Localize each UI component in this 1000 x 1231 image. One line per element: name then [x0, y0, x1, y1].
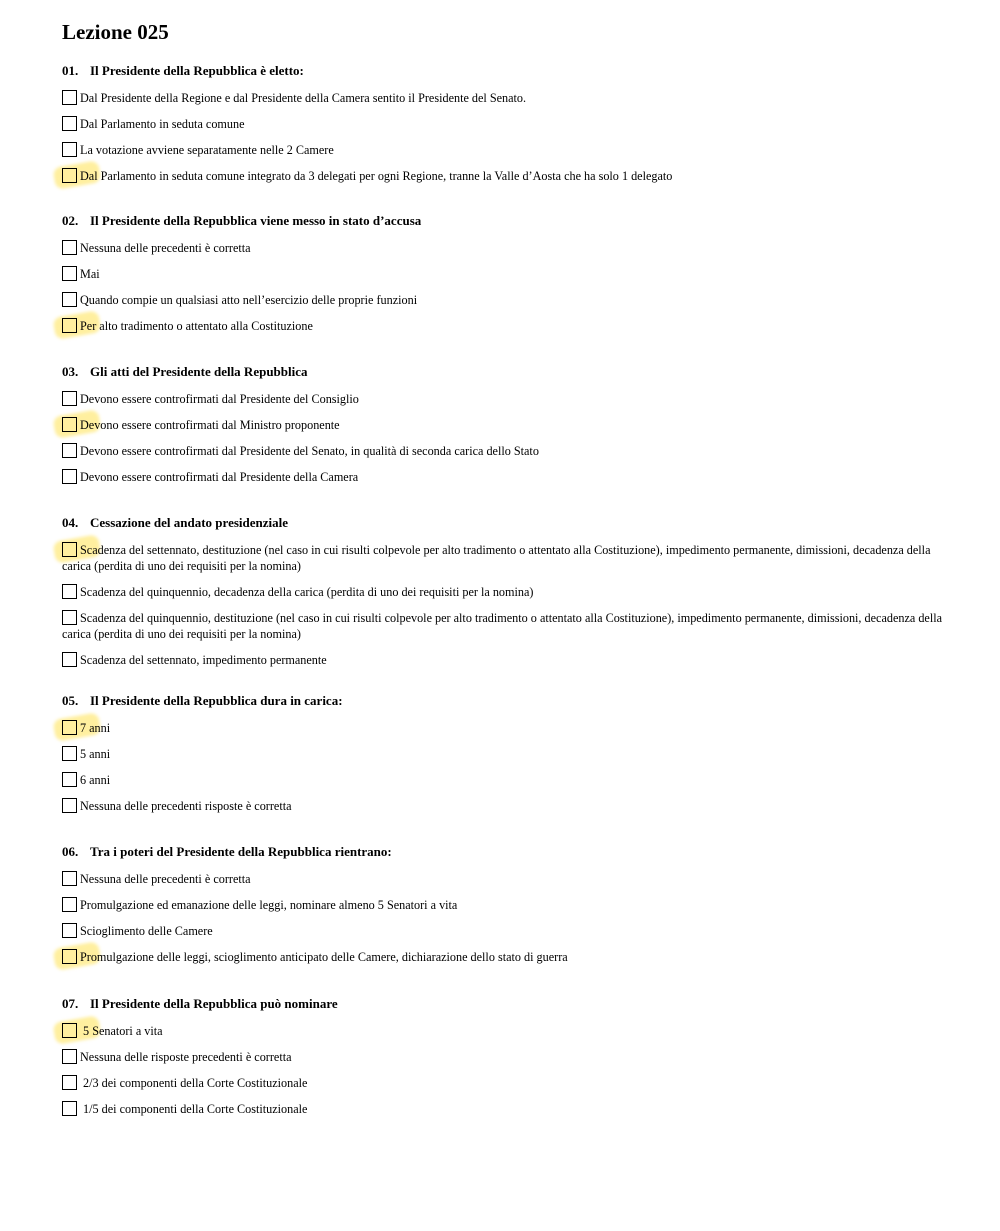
- checkbox[interactable]: [62, 871, 77, 886]
- question-number: 02.: [62, 213, 79, 228]
- option-text: Nessuna delle precedenti risposte è corretta: [80, 799, 292, 813]
- question-text: Il Presidente della Repubblica dura in carica:: [90, 693, 343, 708]
- question-3: [62, 363, 942, 485]
- checkbox[interactable]: [62, 923, 77, 938]
- checkbox[interactable]: [62, 542, 77, 557]
- answer-option[interactable]: [62, 871, 942, 887]
- option-text: Dal Parlamento in seduta comune integrato da 3 delegati per ogni Regione, tranne la Valle d’Aosta che ha solo 1 delegato: [80, 169, 673, 183]
- checkbox[interactable]: [62, 318, 77, 333]
- checkbox[interactable]: [62, 584, 77, 599]
- answer-option[interactable]: [62, 168, 942, 184]
- option-text: Dal Presidente della Regione e dal Presidente della Camera sentito il Presidente del Senato.: [80, 91, 527, 105]
- answer-option[interactable]: [62, 142, 942, 158]
- question-number: 03.: [62, 364, 79, 379]
- checkbox[interactable]: [62, 897, 77, 912]
- option-text: Scadenza del quinquennio, destituzione (nel caso in cui risulti colpevole per alto tradimento o attentato alla Costituzione), impedimento permanente, dimissioni, decadenza della carica (perdita di uno dei requisiti per la nomina): [62, 611, 942, 641]
- answer-option[interactable]: [62, 798, 942, 814]
- answer-option[interactable]: [62, 584, 942, 600]
- checkbox[interactable]: [62, 292, 77, 307]
- option-text: Dal Parlamento in seduta comune: [80, 117, 245, 131]
- answer-option[interactable]: [62, 610, 942, 642]
- option-text: Promulgazione delle leggi, scioglimento anticipato delle Camere, dichiarazione dello stato di guerra: [80, 950, 568, 964]
- option-text: La votazione avviene separatamente nelle 2 Camere: [80, 143, 334, 157]
- question-text: Il Presidente della Repubblica può nominare: [90, 996, 338, 1011]
- answer-option[interactable]: [62, 923, 942, 939]
- question-4: [62, 514, 942, 668]
- option-text: Quando compie un qualsiasi atto nell’esercizio delle proprie funzioni: [80, 293, 418, 307]
- checkbox[interactable]: [62, 772, 77, 787]
- answer-option[interactable]: [62, 746, 942, 762]
- option-text: Devono essere controfirmati dal Presidente del Senato, in qualità di seconda carica dello Stato: [80, 444, 539, 458]
- checkbox[interactable]: [62, 266, 77, 281]
- option-text: Nessuna delle precedenti è corretta: [80, 872, 251, 886]
- answer-option[interactable]: [62, 240, 942, 256]
- question-title: [62, 514, 942, 532]
- checkbox[interactable]: [62, 949, 77, 964]
- question-title: [62, 995, 942, 1013]
- option-text: Devono essere controfirmati dal Ministro proponente: [80, 418, 340, 432]
- answer-option[interactable]: [62, 318, 942, 334]
- answer-option[interactable]: [62, 897, 942, 913]
- option-text: Devono essere controfirmati dal Presidente della Camera: [80, 470, 359, 484]
- question-number: 07.: [62, 996, 79, 1011]
- option-text: 1/5 dei componenti della Corte Costituzionale: [80, 1102, 308, 1116]
- question-text: Tra i poteri del Presidente della Repubblica rientrano:: [90, 844, 392, 859]
- question-5: [62, 692, 942, 814]
- question-title: [62, 212, 942, 230]
- option-text: Per alto tradimento o attentato alla Costituzione: [80, 319, 313, 333]
- option-text: 7 anni: [80, 721, 111, 735]
- question-1: [62, 62, 942, 184]
- option-text: 2/3 dei componenti della Corte Costituzionale: [80, 1076, 308, 1090]
- question-title: [62, 363, 942, 381]
- checkbox[interactable]: [62, 610, 77, 625]
- checkbox[interactable]: [62, 652, 77, 667]
- option-text: 6 anni: [80, 773, 111, 787]
- lesson-title: Lezione 025: [62, 20, 169, 44]
- option-text: Scioglimento delle Camere: [80, 924, 213, 938]
- option-text: 5 anni: [80, 747, 111, 761]
- question-title: [62, 62, 942, 80]
- answer-option[interactable]: [62, 292, 942, 308]
- option-text: Devono essere controfirmati dal Presidente del Consiglio: [80, 392, 359, 406]
- question-title: [62, 692, 942, 710]
- checkbox[interactable]: [62, 90, 77, 105]
- question-7: [62, 995, 942, 1117]
- checkbox[interactable]: [62, 1101, 77, 1116]
- option-text: Scadenza del settennato, impedimento permanente: [80, 653, 327, 667]
- checkbox[interactable]: [62, 1075, 77, 1090]
- question-number: 04.: [62, 515, 79, 530]
- answer-option[interactable]: [62, 1075, 942, 1091]
- answer-option[interactable]: [62, 417, 942, 433]
- option-text: 5 Senatori a vita: [80, 1024, 163, 1038]
- checkbox[interactable]: [62, 798, 77, 813]
- answer-option[interactable]: [62, 1101, 942, 1117]
- checkbox[interactable]: [62, 1023, 77, 1038]
- question-text: Cessazione del andato presidenziale: [90, 515, 289, 530]
- answer-option[interactable]: [62, 90, 942, 106]
- answer-option[interactable]: [62, 772, 942, 788]
- answer-option[interactable]: [62, 949, 942, 965]
- checkbox[interactable]: [62, 240, 77, 255]
- option-text: Scadenza del settennato, destituzione (nel caso in cui risulti colpevole per alto tradimento o attentato alla Costituzione), impedimento permanente, dimissioni, decadenza della carica (perdita di uno dei requisiti per la nomina): [62, 543, 931, 573]
- checkbox[interactable]: [62, 443, 77, 458]
- answer-option[interactable]: [62, 469, 942, 485]
- question-2: [62, 212, 942, 334]
- answer-option[interactable]: [62, 116, 942, 132]
- option-text: Nessuna delle risposte precedenti è corretta: [80, 1050, 292, 1064]
- question-number: 01.: [62, 63, 79, 78]
- question-6: [62, 843, 942, 965]
- checkbox[interactable]: [62, 720, 77, 735]
- answer-option[interactable]: [62, 720, 942, 736]
- option-text: Nessuna delle precedenti è corretta: [80, 241, 251, 255]
- answer-option[interactable]: [62, 1023, 942, 1039]
- option-text: Mai: [80, 267, 100, 281]
- answer-option[interactable]: [62, 391, 942, 407]
- question-text: Gli atti del Presidente della Repubblica: [90, 364, 308, 379]
- question-number: 05.: [62, 693, 79, 708]
- answer-option[interactable]: [62, 1049, 942, 1065]
- checkbox[interactable]: [62, 469, 77, 484]
- answer-option[interactable]: [62, 266, 942, 282]
- checkbox[interactable]: [62, 168, 77, 183]
- answer-option[interactable]: [62, 443, 942, 459]
- checkbox[interactable]: [62, 116, 77, 131]
- option-text: Scadenza del quinquennio, decadenza della carica (perdita di uno dei requisiti per la nomina): [80, 585, 534, 599]
- question-number: 06.: [62, 844, 79, 859]
- question-text: Il Presidente della Repubblica è eletto:: [90, 63, 304, 78]
- checkbox[interactable]: [62, 1049, 77, 1064]
- checkbox[interactable]: [62, 417, 77, 432]
- answer-option[interactable]: [62, 652, 942, 668]
- checkbox[interactable]: [62, 746, 77, 761]
- question-text: Il Presidente della Repubblica viene messo in stato d’accusa: [90, 213, 422, 228]
- answer-option[interactable]: [62, 542, 942, 574]
- question-title: [62, 843, 942, 861]
- checkbox[interactable]: [62, 391, 77, 406]
- checkbox[interactable]: [62, 142, 77, 157]
- option-text: Promulgazione ed emanazione delle leggi, nominare almeno 5 Senatori a vita: [80, 898, 458, 912]
